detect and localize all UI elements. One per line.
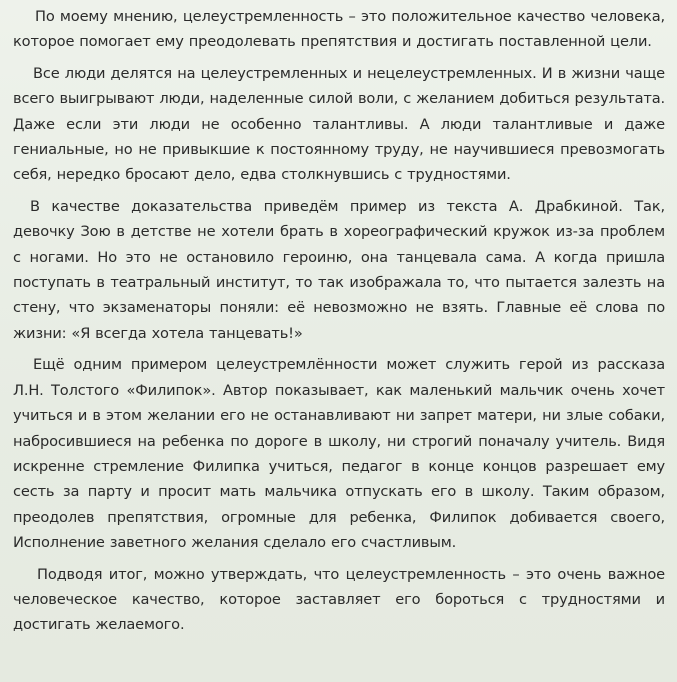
paragraph-conclusion: Подводя итог, можно утверждать, что целеустремленность – это очень важное человеческое качество, которое заставляет его бороться с трудностями и достигать желаемого. [13, 565, 665, 634]
paragraph-intro: По моему мнению, целеустремленность – это положительное качество человека, которое помогает ему преодолевать препятствия и достигать поставленной цели. [13, 8, 665, 51]
paragraph-example-filipok: Ещё одним примером целеустремлённости может служить герой из рассказа Л.Н. Толстого «Филипок». Автор показывает, как маленький мальчик очень хочет учиться и в этом желании его не останавливают ни запрет матери, ни злые собаки, набросившиеся на ребенка по дороге в школу, ни строгий поначалу учитель. Видя искренне стремление Филипка учиться, педагог в конце концов разрешает ему сесть за парту и просит мать мальчика отпускать его в школу. Таким образом, преодолев препятствия, огромные для ребенка, Филипок добивается своего, Исполнение заветного желания сделало его счастливым. [13, 356, 665, 552]
paragraph-thesis: Все люди делятся на целеустремленных и нецелеустремленных. И в жизни чаще всего выигрывают люди, наделенные силой воли, с желанием добиться результата. Даже если эти люди не особенно талантливы. А люди талантливые и даже гениальные, но не привыкшие к постоянному труду, не научившиеся превозмогать себя, нередко бросают дело, едва столкнувшись с трудностями. [13, 64, 665, 184]
paragraph-example-drabkina: В качестве доказательства приведём пример из текста А. Драбкиной. Так, девочку Зою в детстве не хотели брать в хореографический кружок из-за проблем с ногами. Но это не остановило героиню, она танцевала сама. А когда пришла поступать в театральный институт, то так изображала то, что пытается залезть на стену, что экзаменаторы поняли: её невозможно не взять. Главные её слова по жизни: «Я всегда хотела танцевать!» [13, 197, 665, 342]
